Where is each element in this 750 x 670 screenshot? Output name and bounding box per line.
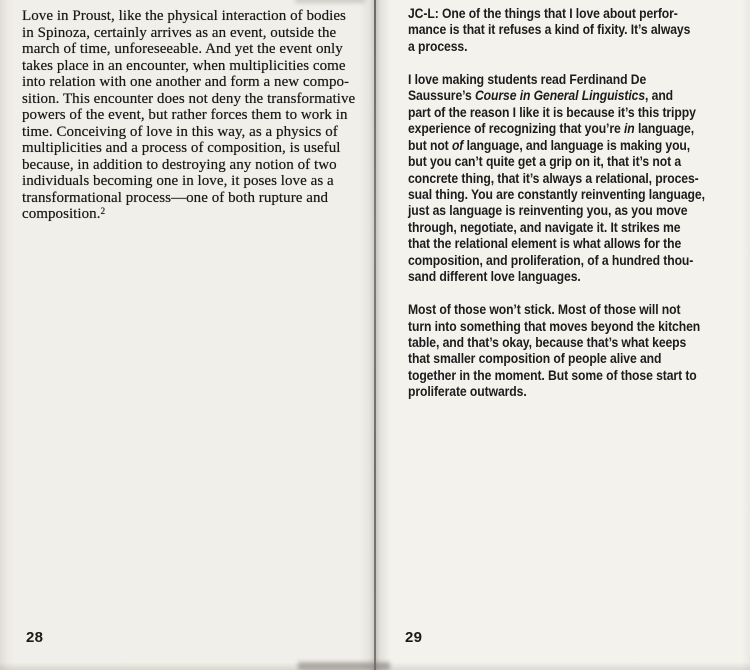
text-line: I love making students read Ferdinand De bbox=[408, 70, 647, 87]
scan-bottom-shadow bbox=[0, 662, 750, 670]
book-spine-gutter bbox=[374, 0, 377, 670]
text-line: table, and that’s okay, because that’s what keeps bbox=[408, 334, 687, 351]
right-page-body-text bbox=[408, 5, 705, 400]
text-line: together in the moment. But some of those start to bbox=[408, 366, 697, 383]
text-line: turn into something that moves beyond the kitchen bbox=[408, 317, 701, 334]
scan-top-smudge bbox=[295, 0, 365, 3]
text-line: takes place in an encounter, when multiplicities come bbox=[22, 57, 346, 74]
paragraph bbox=[408, 71, 705, 285]
text-line: experience of recognizing that you’re in language, bbox=[408, 120, 695, 137]
text-line: transformational process—one of both rupture and bbox=[22, 189, 329, 206]
text-line: part of the reason I like it is because it’s this trippy bbox=[408, 103, 696, 120]
text-line: multiplicities and a process of composition, is useful bbox=[22, 140, 341, 156]
text-line: JC-L: One of the things that I love about perfor- bbox=[408, 5, 678, 21]
text-line: individuals becoming one in love, it poses love as a bbox=[22, 173, 334, 189]
text-line: because, in addition to destroying any notion of two bbox=[22, 156, 337, 173]
left-page-body-text bbox=[22, 8, 370, 225]
left-page-number: 28 bbox=[26, 629, 44, 646]
text-line: march of time, unforeseeable. And yet the event only bbox=[22, 41, 343, 57]
text-line: Most of those won’t stick. Most of those will not bbox=[408, 301, 681, 318]
text-line: into relation with one another and form a new compo- bbox=[22, 74, 350, 90]
text-line: but you can’t quite get a grip on it, that it’s not a bbox=[408, 153, 682, 170]
text-line: sand different love languages. bbox=[408, 268, 581, 285]
text-line: Love in Proust, like the physical interaction of bodies bbox=[22, 8, 346, 24]
text-line: time. Conceiving of love in this way, as a physics of bbox=[22, 123, 338, 140]
text-line: powers of the event, but rather forces them to work in bbox=[22, 107, 348, 123]
text-line: a process. bbox=[408, 37, 468, 54]
text-line: concrete thing, that it’s always a relational, proces- bbox=[408, 169, 699, 186]
paragraph bbox=[22, 8, 370, 225]
text-line: composition.$^2$ bbox=[22, 206, 106, 222]
text-line: sual thing. You are constantly reinventing language, bbox=[408, 185, 705, 202]
text-line: through, negotiate, and navigate it. It strikes me bbox=[408, 218, 681, 235]
text-line: Saussure’s Course in General Linguistics, and bbox=[408, 87, 674, 104]
text-line: in Spinoza, certainly arrives as an event, outside the bbox=[22, 24, 337, 41]
text-line: but not of language, and language is making you, bbox=[408, 136, 691, 153]
text-line: proliferate outwards. bbox=[408, 383, 527, 400]
text-line: just as language is reinventing you, as you move bbox=[408, 202, 688, 219]
text-line: that the relational element is what allows for the bbox=[408, 235, 682, 252]
text-line: sition. This encounter does not deny the transformative bbox=[22, 90, 356, 107]
paragraph bbox=[408, 5, 705, 54]
text-line: that smaller composition of people alive and bbox=[408, 350, 662, 367]
right-page-number: 29 bbox=[405, 629, 423, 646]
right-page bbox=[375, 0, 750, 670]
text-line: mance is that it refuses a kind of fixity. It’s always bbox=[408, 21, 691, 38]
text-line: composition, and proliferation, of a hundred thou- bbox=[408, 251, 694, 268]
paragraph bbox=[408, 301, 705, 400]
